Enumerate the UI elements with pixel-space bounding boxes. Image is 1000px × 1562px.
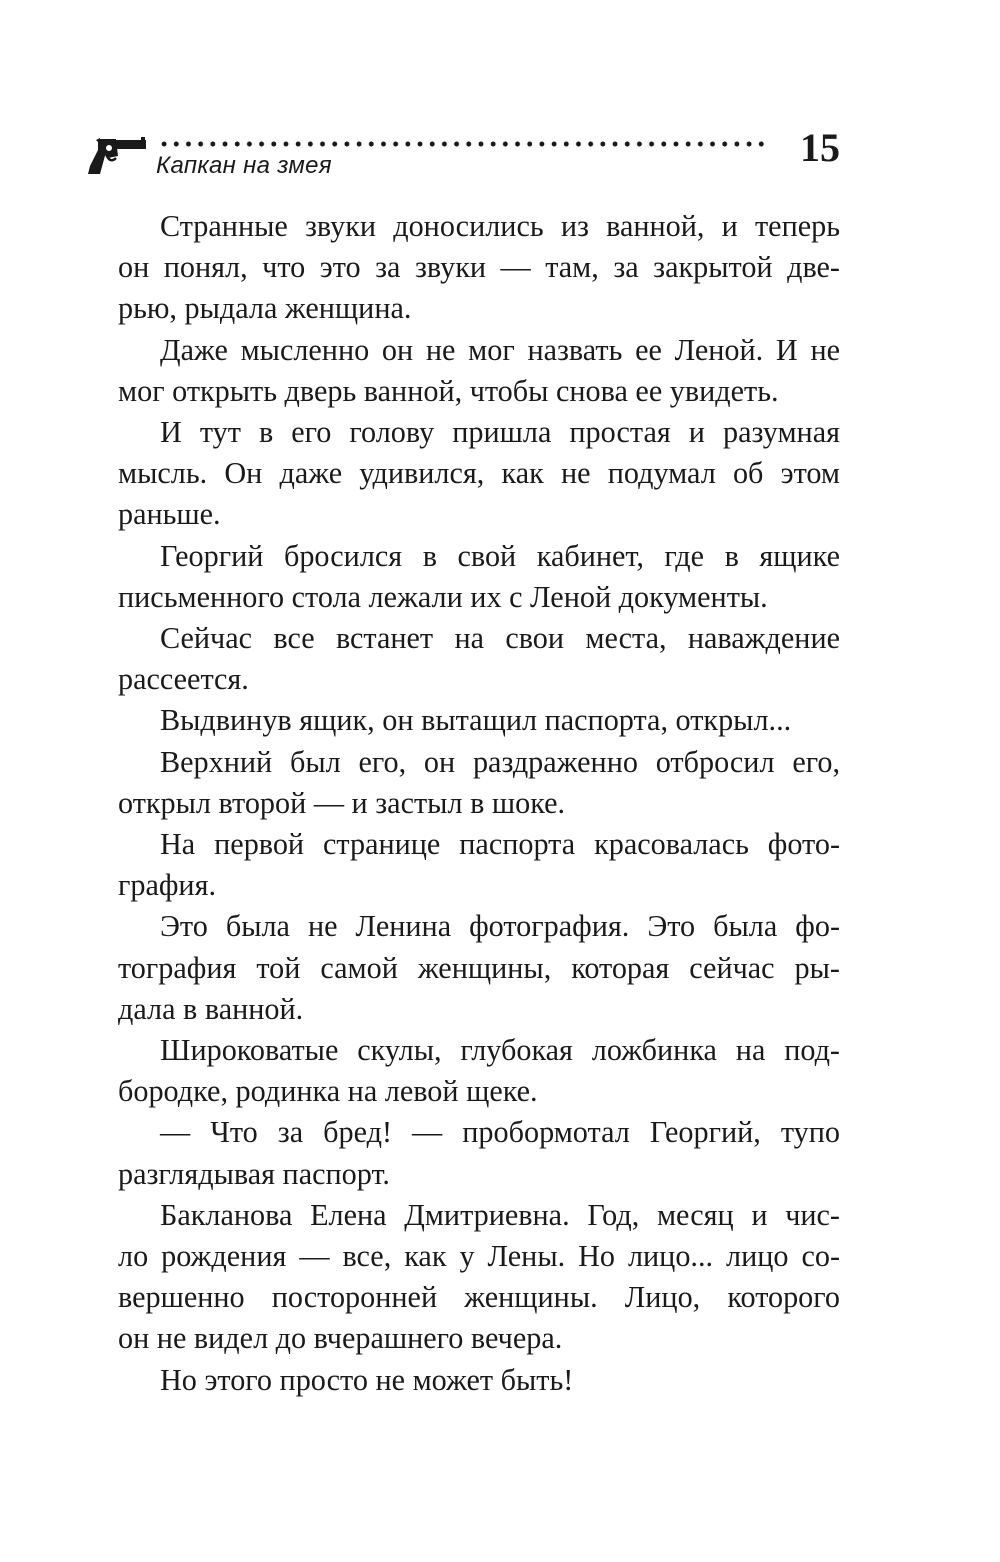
text-line: Но этого просто не может быть! [160,1362,574,1397]
paragraph [118,618,840,700]
text-line: Странные звуки доносились из ванной, и теперь [160,209,840,243]
text-line: рассеется. [118,662,249,697]
paragraph [118,1195,840,1360]
text-line: Сейчас все встанет на свои места, наваждение [160,621,840,656]
paragraph [118,1112,840,1194]
text-line: Даже мысленно он не мог назвать ее Леной. И не [160,332,840,367]
text-line: Георгий бросился в свой кабинет, где в ящике [160,538,840,573]
text-line: Выдвинув ящик, он вытащил паспорта, открыл... [160,703,792,738]
text-line: он не видел до вчерашнего вечера. [118,1321,563,1356]
paragraph [118,906,840,1030]
text-line: На первой странице паспорта красовалась фото- [160,827,840,862]
running-title: Капкан на змея [156,152,332,179]
text-line: письменного стола лежали их с Леной документы. [118,579,768,614]
text-line: ло рождения — все, как у Лены. Но лицо... лицо со- [118,1239,840,1274]
paragraph [118,1030,840,1112]
paragraph [118,742,840,824]
text-line: — Что за бред! — пробормотал Георгий, тупо [160,1115,840,1150]
text-line: графия. [118,868,217,903]
text-line: рью, рыдала женщина. [118,291,412,326]
text-line: вершенно посторонней женщины. Лицо, которого [118,1280,840,1315]
paragraph [118,412,840,536]
text-line: Верхний был его, он раздраженно отбросил его, [160,744,840,779]
page-header [86,125,846,188]
text-line: Широковатые скулы, глубокая ложбинка на под- [160,1033,840,1068]
text-line: бородке, родинка на левой щеке. [118,1074,538,1109]
text-line: раньше. [118,497,221,532]
header-dotted-rule [158,140,768,148]
paragraph [118,536,840,618]
paragraph [118,700,840,741]
text-line: тография той самой женщины, которая сейчас ры- [118,950,840,985]
text-line: разглядывая паспорт. [118,1156,390,1191]
page-number: 15 [800,125,840,170]
revolver-icon [86,136,148,176]
text-line: мог открыть дверь ванной, чтобы снова ее увидеть. [118,373,779,408]
paragraph [118,1360,840,1401]
text-line: открыл второй — и застыл в шоке. [118,785,566,820]
body-text [118,206,840,1401]
text-line: дала в ванной. [118,991,304,1026]
text-line: мысль. Он даже удивился, как не подумал об этом [118,456,840,491]
paragraph [118,206,840,330]
paragraph [118,824,840,906]
text-line: Бакланова Елена Дмитриевна. Год, месяц и чис- [160,1197,840,1232]
text-line: он понял, что это за звуки — там, за закрытой две- [118,250,840,285]
text-line: Это была не Ленина фотография. Это была фо- [160,909,840,944]
paragraph [118,330,840,412]
text-line: И тут в его голову пришла простая и разумная [160,415,840,450]
